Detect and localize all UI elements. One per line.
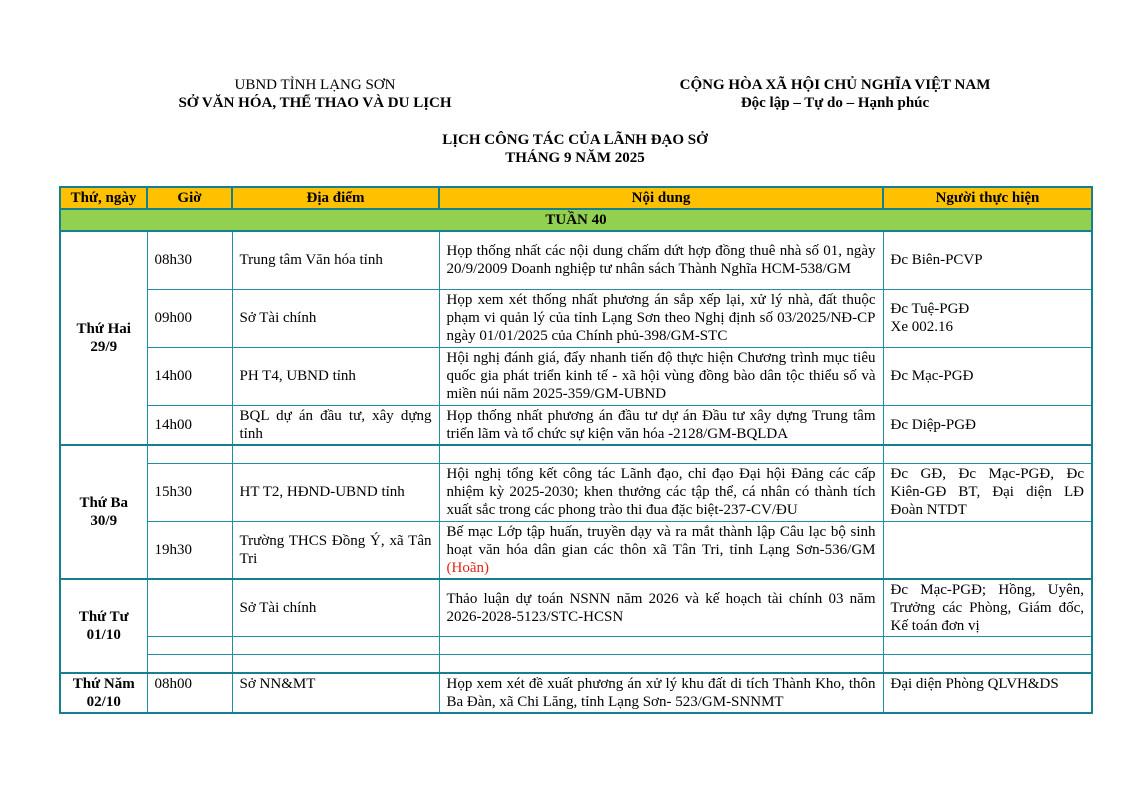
place-cell: HT T2, HĐND-UBND tỉnh [232,463,439,521]
table-row [60,347,1092,405]
table-row [60,289,1092,347]
content-cell: Họp thống nhất các nội dung chấm dứt hợp đồng thuê nhà số 01, ngày 20/9/2009 Doanh nghiệp tư nhân sách Thành Nghĩa HCM-538/GM [439,231,883,289]
person-cell [883,289,1092,347]
agency-header [150,76,480,112]
day-cell [60,231,147,445]
content-cell: Thảo luận dự toán NSNN năm 2026 và kế hoạch tài chính 03 năm 2026-2028-5123/STC-HCSN [439,579,883,637]
national-title: CỘNG HÒA XÃ HỘI CHỦ NGHĨA VIỆT NAM [679,77,991,93]
time-cell [147,637,232,655]
table-row [60,445,1092,463]
title-line1: LỊCH CÔNG TÁC CỦA LÃNH ĐẠO SỞ [442,132,708,148]
day-cell [60,579,147,673]
table-row [60,405,1092,445]
week-label: TUẦN 40 [60,209,1092,231]
person-cell [883,655,1092,673]
table-row [60,673,1092,713]
col-header-day: Thứ, ngày [60,187,147,209]
table-header-row [60,187,1092,209]
time-cell: 19h30 [147,521,232,579]
day-name: Thứ Năm [72,675,135,692]
content-cell [439,521,883,579]
time-cell: 15h30 [147,463,232,521]
day-date: 01/10 [86,626,121,643]
person-vehicle: Xe 002.16 [890,319,953,335]
week-row [60,209,1092,231]
day-date: 29/9 [90,339,118,355]
content-cell: Họp thống nhất phương án đầu tư dự án Đầu tư xây dựng Trung tâm triển lãm và tổ chức sự kiện văn hóa -2128/GM-BQLDA [439,405,883,445]
schedule-table [59,186,1093,714]
title-line2: THÁNG 9 NĂM 2025 [505,150,645,166]
postponed-note: (Hoãn) [446,559,489,576]
time-cell [147,445,232,463]
place-cell: BQL dự án đầu tư, xây dựng tỉnh [232,405,439,445]
day-cell [60,673,147,713]
place-cell: Sở NN&MT [232,673,439,713]
day-name: Thứ Ba [79,495,129,511]
national-motto: Độc lập – Tự do – Hạnh phúc [740,95,930,111]
document-title [300,131,850,167]
place-cell [232,637,439,655]
place-cell [232,655,439,673]
time-cell: 09h00 [147,289,232,347]
content-text: Bế mạc Lớp tập huấn, truyền dạy và ra mắt thành lập Câu lạc bộ sinh hoạt văn hóa dân gian các thôn xã Tân Tri, tỉnh Lạng Sơn-536/GM [446,523,876,558]
person-cell [883,637,1092,655]
col-header-person: Người thực hiện [883,187,1092,209]
table-row [60,463,1092,521]
col-header-place: Địa điểm [232,187,439,209]
place-cell: Trung tâm Văn hóa tỉnh [232,231,439,289]
content-cell: Hội nghị đánh giá, đẩy nhanh tiến độ thực hiện Chương trình mục tiêu quốc gia phát triển kinh tế - xã hội vùng đồng bào dân tộc thiểu số và miền núi năm 2025-359/GM-UBND [439,347,883,405]
person-cell: Đc Mạc-PGĐ [883,347,1092,405]
time-cell [147,579,232,637]
content-cell [439,637,883,655]
col-header-content: Nội dung [439,187,883,209]
time-cell [147,655,232,673]
person-cell: Đc Mạc-PGĐ; Hồng, Uyên, Trưởng các Phòng, Giám đốc, Kế toán đơn vị [883,579,1092,637]
content-cell: Họp xem xét đề xuất phương án xử lý khu đất di tích Thành Kho, thôn Ba Đàn, xã Chi Lăng, tỉnh Lạng Sơn- 523/GM-SNNMT [439,673,883,713]
person-cell: Đc Diệp-PGĐ [883,405,1092,445]
place-cell: Sở Tài chính [232,579,439,637]
person-cell [883,445,1092,463]
person-cell: Đc GĐ, Đc Mạc-PGĐ, Đc Kiên-GĐ BT, Đại diện LĐ Đoàn NTDT [883,463,1092,521]
time-cell: 08h30 [147,231,232,289]
place-cell [232,445,439,463]
content-cell [439,445,883,463]
time-cell: 08h00 [147,673,232,713]
day-date: 02/10 [86,693,121,710]
content-cell: Hội nghị tổng kết công tác Lãnh đạo, chỉ đạo Đại hội Đảng các cấp nhiệm kỳ 2025-2030; khen thưởng các tập thể, cá nhân có thành tích xuất sắc trong các phong trào thi đua đặc biệt-237-CV/ĐU [439,463,883,521]
table-row [60,231,1092,289]
person-cell: Đc Biên-PCVP [883,231,1092,289]
content-cell [439,655,883,673]
person-cell [883,521,1092,579]
agency-line2: SỞ VĂN HÓA, THỂ THAO VÀ DU LỊCH [178,95,452,111]
place-cell: Trường THCS Đồng Ý, xã Tân Tri [232,521,439,579]
col-header-time: Giờ [147,187,232,209]
table-row [60,521,1092,579]
agency-line1: UBND TỈNH LẠNG SƠN [234,77,396,93]
time-cell: 14h00 [147,347,232,405]
table-row [60,655,1092,673]
table-row [60,637,1092,655]
time-cell: 14h00 [147,405,232,445]
day-name: Thứ Tư [78,608,129,625]
day-name: Thứ Hai [76,321,131,337]
day-cell [60,445,147,579]
person-cell: Đại diện Phòng QLVH&DS [883,673,1092,713]
person-name: Đc Tuệ-PGĐ [890,301,970,317]
content-cell: Họp xem xét thống nhất phương án sắp xếp lại, xử lý nhà, đất thuộc phạm vi quản lý của tỉnh Lạng Sơn theo Nghị định số 03/2025/NĐ-CP ngày 01/01/2025 của Chính phủ-398/GM-STC [439,289,883,347]
place-cell: Sở Tài chính [232,289,439,347]
day-date: 30/9 [90,513,118,529]
place-cell: PH T4, UBND tỉnh [232,347,439,405]
table-row [60,579,1092,637]
national-header [640,76,1030,112]
